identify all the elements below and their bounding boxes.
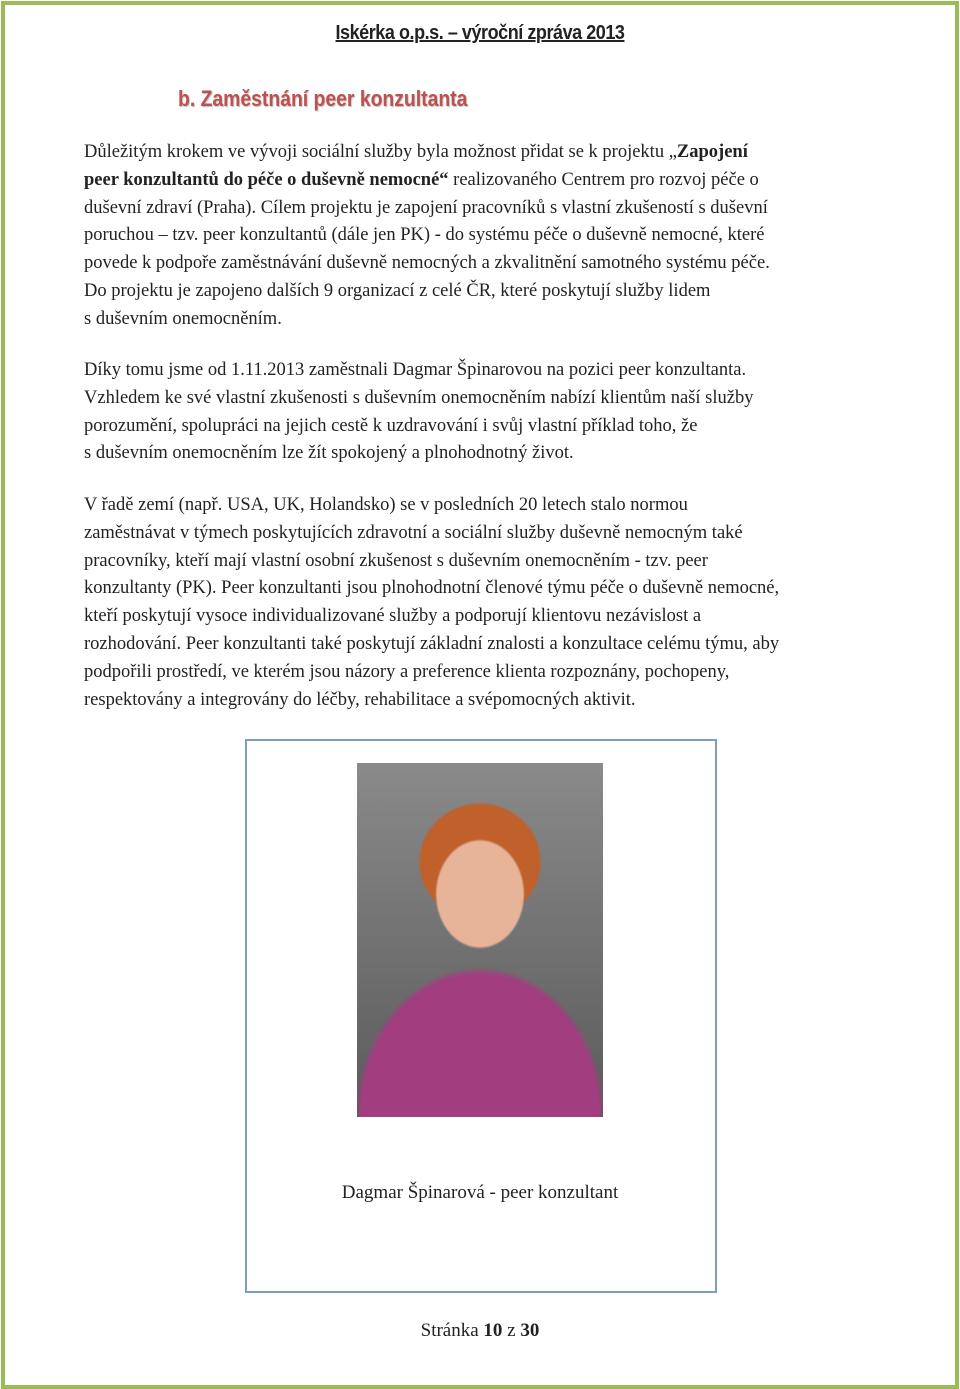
text: Do projektu je zapojeno dalších 9 organizací z celé ČR, které poskytují služby lidem (84, 281, 711, 301)
page-number: 10 (483, 1320, 503, 1341)
text-line: konzultanty (PK). Peer konzultanti jsou plnohodnotní členové týmu péče o duševně nemocné, (84, 578, 780, 599)
text-line: respektovány a integrovány do léčby, rehabilitace a svépomocných aktivit. (84, 689, 636, 710)
text-line: Díky tomu jsme od 1.11.2013 zaměstnali Dagmar Špinarovou na pozici peer konzultanta. (84, 360, 747, 380)
page-footer (0, 1320, 960, 1342)
text-line (84, 169, 759, 191)
text-line (84, 197, 768, 219)
text-line: zaměstnávat v týmech poskytujících zdravotní a sociální služby duševně nemocným také (84, 522, 743, 543)
page-total: 30 (520, 1320, 540, 1341)
figure-caption: Dagmar Špinarová - peer konzultant (341, 1182, 619, 1203)
text-line (84, 280, 710, 302)
text-line: kteří poskytují vysoce individualizované služby a podporují klientovu nezávislost a (84, 606, 702, 627)
text: duševní zdraví (Praha). Cílem projektu je zapojení pracovníků s vlastní zkušeností s duševní (84, 197, 768, 218)
text-line: porozumění, spolupráci na jejich cestě k uzdravování i svůj vlastní příklad toho, že (84, 415, 698, 436)
text: poruchou – tzv. peer konzultantů (dále jen PK) - do systému péče o duševně nemocné, které (84, 225, 765, 246)
text: povede k podpoře zaměstnávání duševně nemocných a zkvalitnění samotného systému péče. (84, 253, 770, 274)
bold-text: peer konzultantů do péče o duševně nemocné“ (84, 169, 449, 190)
text-line: V řadě zemí (např. USA, UK, Holandsko) se v posledních 20 letech stalo normou (84, 495, 688, 515)
text: realizovaného Centrem pro rozvoj péče o (448, 169, 759, 190)
footer-mid: z (502, 1320, 521, 1341)
section-heading: b. Zaměstnání peer konzultanta (178, 86, 468, 111)
text-line (84, 141, 748, 163)
text-line (84, 252, 770, 274)
text-line: pracovníky, kteří mají vlastní osobní zkušenost s duševním onemocněním - tzv. peer (84, 550, 708, 571)
text-line: rozhodování. Peer konzultanti také poskytují základní znalosti a konzultace celému týmu, aby (84, 634, 780, 654)
text: Důležitým krokem ve vývoji sociální služby byla možnost přidat se k projektu „ (84, 142, 677, 162)
text-line (84, 224, 765, 246)
bold-text: Zapojení (676, 142, 748, 162)
portrait-photo (357, 763, 603, 1117)
footer-prefix: Stránka (420, 1320, 484, 1341)
text-line: Vzhledem ke své vlastní zkušenosti s duševním onemocněním nabízí klientům naší služby (84, 387, 754, 408)
text: s duševním onemocněním. (84, 308, 282, 329)
text-line: podpořili prostředí, ve kterém jsou názory a preference klienta rozpoznány, pochopeny, (84, 661, 730, 682)
text-line (84, 308, 282, 330)
text-line: s duševním onemocněním lze žít spokojený a plnohodnotný život. (84, 443, 574, 464)
page-header: Iskérka o.p.s. – výroční zpráva 2013 (335, 22, 625, 44)
